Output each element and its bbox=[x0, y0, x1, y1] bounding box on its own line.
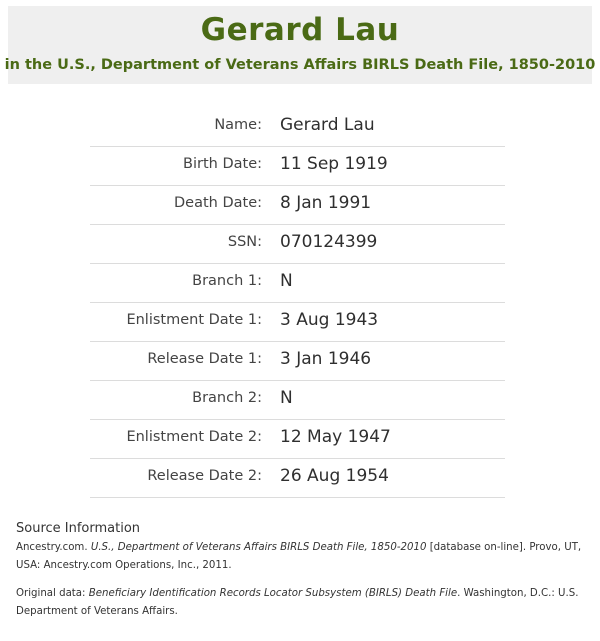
source-information-heading: Source Information bbox=[16, 521, 141, 536]
field-label: Branch 2: bbox=[192, 390, 262, 406]
field-label: Release Date 2: bbox=[147, 468, 262, 484]
field-value: N bbox=[280, 388, 293, 408]
field-row-enlistment-date-1 bbox=[90, 302, 505, 342]
field-row-branch-2 bbox=[90, 380, 505, 420]
field-value: N bbox=[280, 271, 293, 291]
field-label: Branch 1: bbox=[192, 273, 262, 289]
source-citation bbox=[16, 539, 588, 575]
citation-title: U.S., Department of Veterans Affairs BIRLS Death File, 1850-2010 bbox=[90, 542, 427, 553]
field-value: 11 Sep 1919 bbox=[280, 154, 388, 174]
field-row-name bbox=[90, 107, 505, 147]
field-row-birth-date bbox=[90, 146, 505, 186]
field-value: 26 Aug 1954 bbox=[280, 466, 389, 486]
field-label: SSN: bbox=[227, 234, 262, 250]
collection-subtitle: in the U.S., Department of Veterans Affairs BIRLS Death File, 1850-2010 bbox=[4, 57, 596, 73]
field-label: Release Date 1: bbox=[147, 351, 262, 367]
field-value: 12 May 1947 bbox=[280, 427, 391, 447]
field-value: 8 Jan 1991 bbox=[280, 193, 372, 213]
field-row-ssn bbox=[90, 224, 505, 264]
field-label: Name: bbox=[214, 117, 262, 133]
original-data-title: Beneficiary Identification Records Locator Subsystem (BIRLS) Death File bbox=[88, 588, 458, 599]
original-data-details: . Washington, D.C.: U.S. Department of Veterans Affairs. bbox=[16, 588, 579, 617]
original-data-prefix: Original data: bbox=[16, 588, 86, 599]
original-data-citation bbox=[16, 585, 588, 621]
field-label: Enlistment Date 2: bbox=[126, 429, 262, 445]
field-row-release-date-2 bbox=[90, 458, 505, 498]
field-label: Birth Date: bbox=[183, 156, 262, 172]
field-row-release-date-1 bbox=[90, 341, 505, 381]
field-row-branch-1 bbox=[90, 263, 505, 303]
field-value: 3 Aug 1943 bbox=[280, 310, 379, 330]
field-row-enlistment-date-2 bbox=[90, 419, 505, 459]
field-value: Gerard Lau bbox=[280, 115, 375, 135]
field-value: 070124399 bbox=[280, 232, 378, 252]
citation-publisher: Ancestry.com. bbox=[16, 542, 88, 553]
field-label: Enlistment Date 1: bbox=[126, 312, 262, 328]
field-value: 3 Jan 1946 bbox=[280, 349, 372, 369]
citation-details: [database on-line]. Provo, UT, USA: Ancestry.com Operations, Inc., 2011. bbox=[16, 542, 582, 571]
person-name-title: Gerard Lau bbox=[200, 12, 400, 48]
field-row-death-date bbox=[90, 185, 505, 225]
field-label: Death Date: bbox=[174, 195, 262, 211]
